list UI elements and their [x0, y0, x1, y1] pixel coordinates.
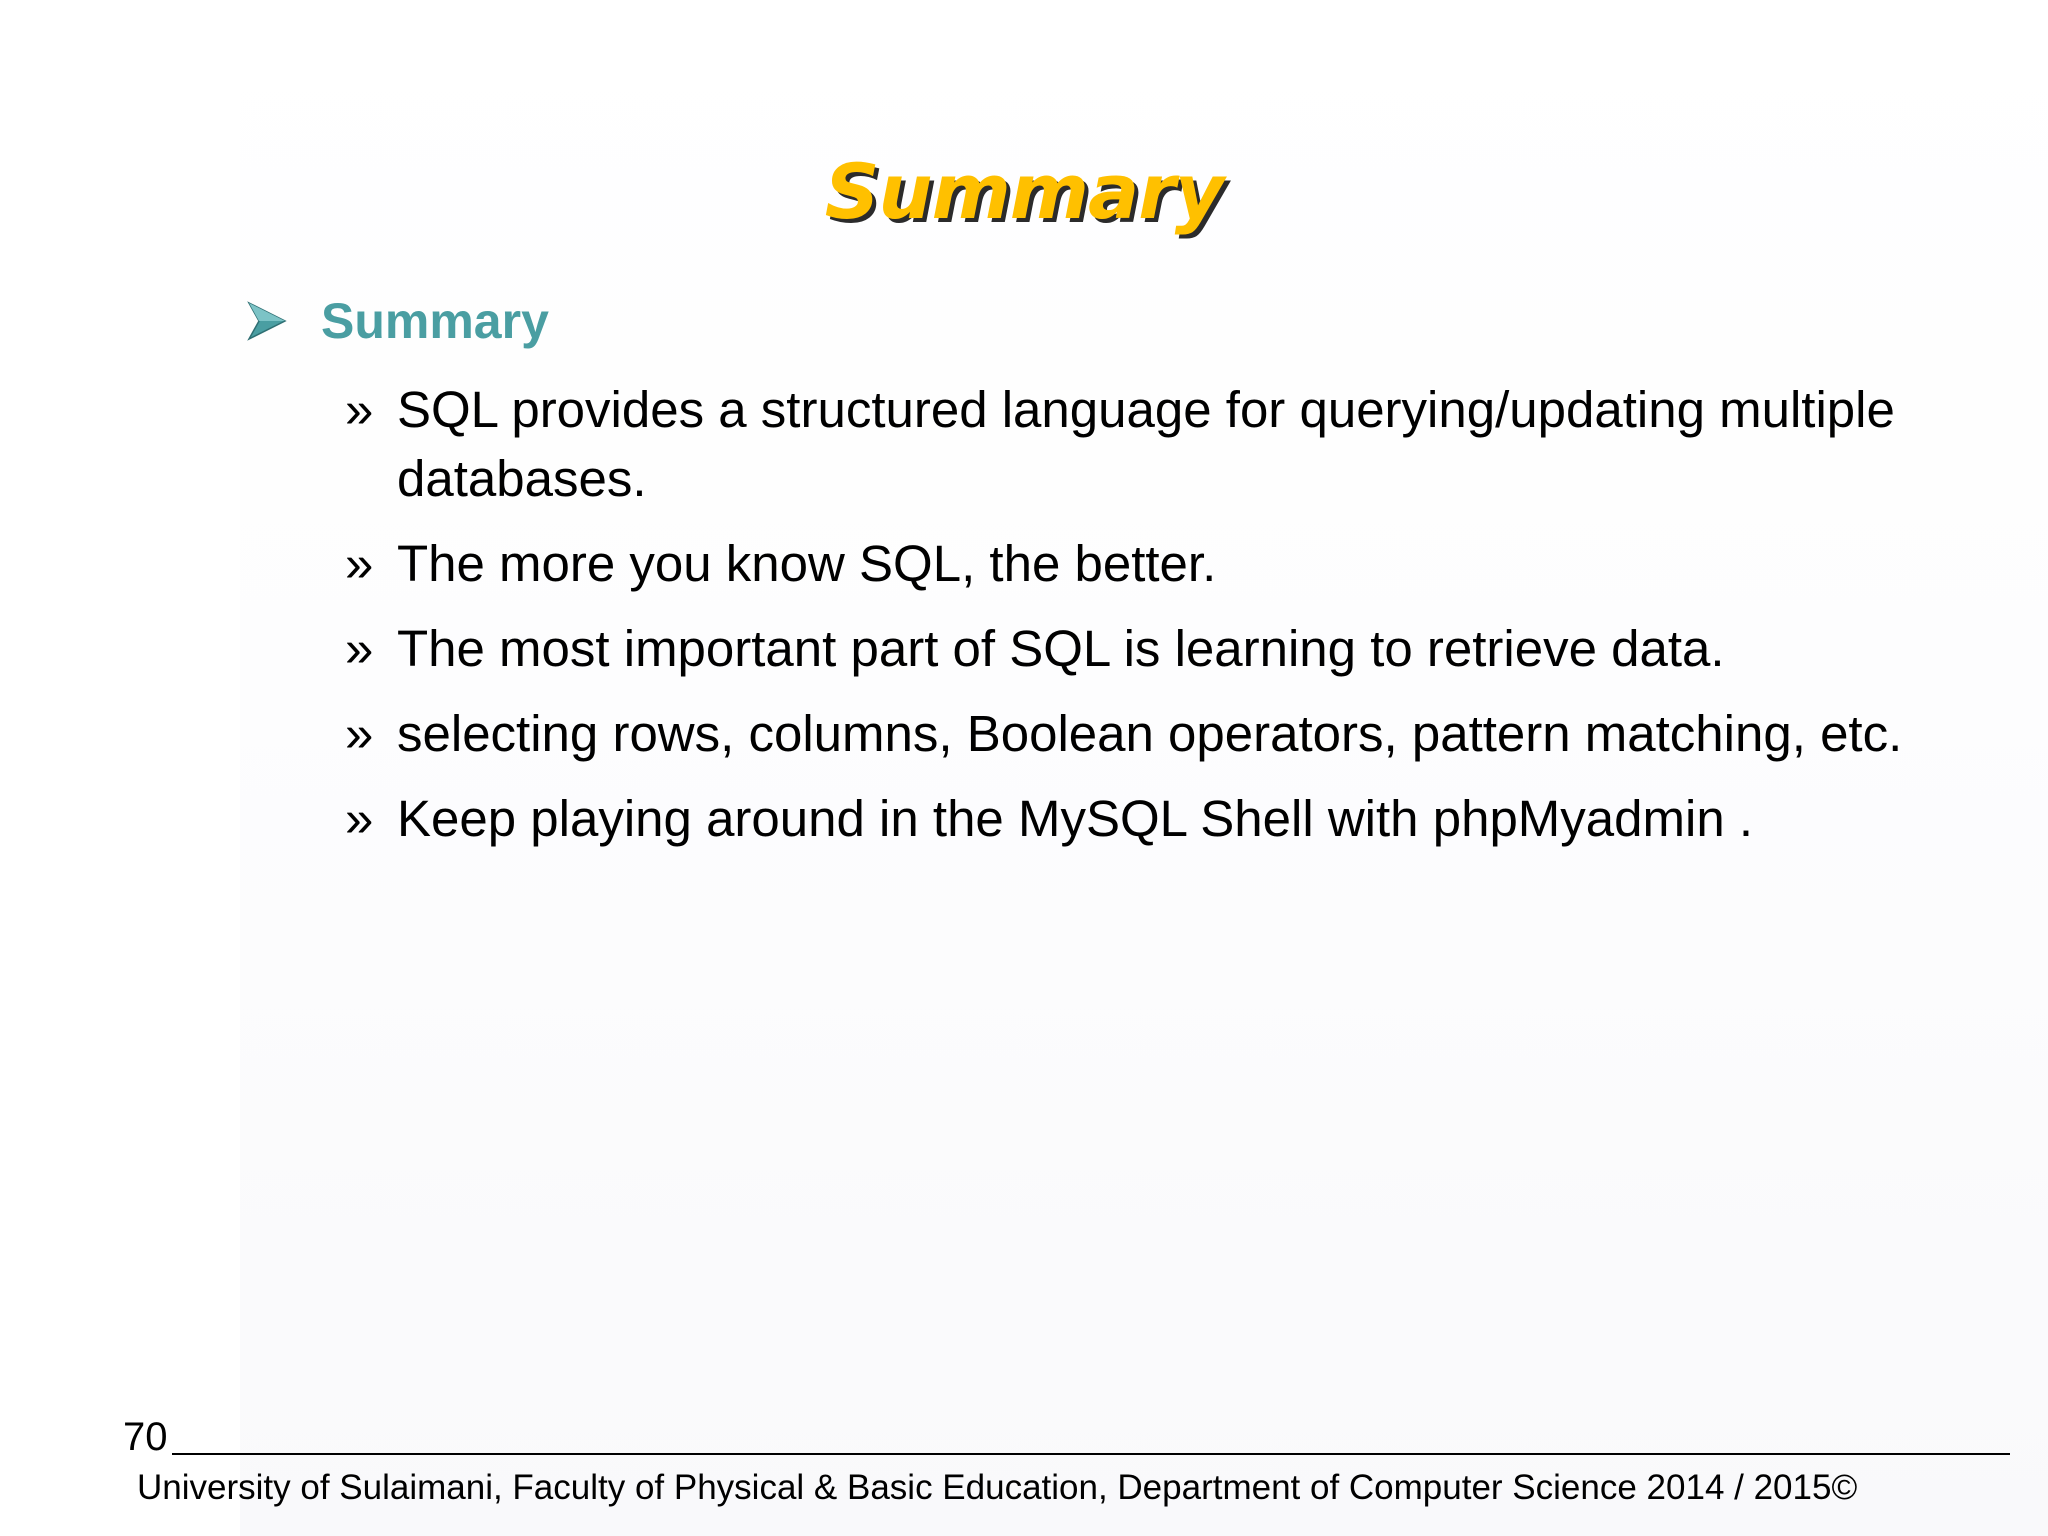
section-heading: [245, 292, 549, 350]
bullet-marker: »: [345, 705, 374, 762]
bullet-text: selecting rows, columns, Boolean operators, pattern matching, etc.: [397, 705, 1903, 762]
bullet-list: [345, 375, 1945, 869]
bullet-text: SQL provides a structured language for querying/updating multiple databases.: [397, 381, 1895, 507]
footer-text: University of Sulaimani, Faculty of Physical & Basic Education, Department of Computer Science 2014 / 2015©: [137, 1468, 1858, 1507]
bullet-text: The most important part of SQL is learning to retrieve data.: [397, 620, 1725, 677]
section-heading-label: Summary: [321, 293, 549, 349]
bullet-marker: »: [345, 620, 374, 677]
slide-title: Summary: [824, 147, 1224, 236]
bullet-item: [345, 375, 1945, 513]
page-number: 70: [123, 1415, 168, 1459]
bullet-text: Keep playing around in the MySQL Shell with phpMyadmin .: [397, 790, 1754, 847]
arrow-bullet-icon: [245, 299, 289, 343]
bullet-item: [345, 784, 1945, 853]
bullet-marker: »: [345, 535, 374, 592]
bullet-marker: »: [345, 381, 374, 438]
footer-divider: [172, 1453, 2010, 1455]
bullet-item: [345, 699, 1945, 768]
bullet-marker: »: [345, 790, 374, 847]
bullet-text: The more you know SQL, the better.: [397, 535, 1217, 592]
bullet-item: [345, 529, 1945, 598]
bullet-item: [345, 614, 1945, 683]
